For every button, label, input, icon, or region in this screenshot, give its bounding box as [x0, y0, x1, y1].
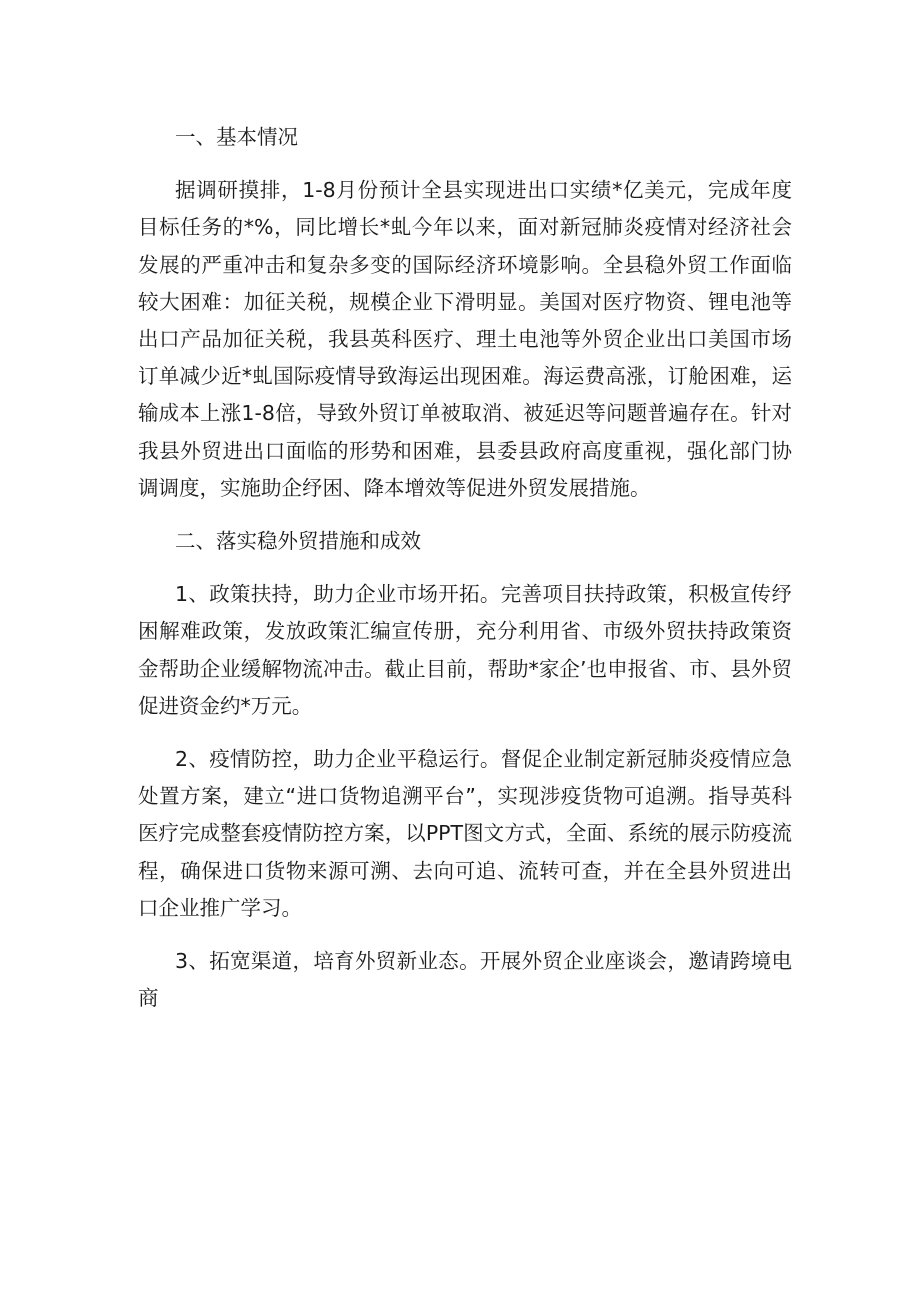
document-body	[138, 119, 792, 1033]
paragraph-epidemic-control: 2、疫情防控，助力企业平稳运行。督促企业制定新冠肺炎疫情应急处置方案，建立“进口货物追溯平台”，实现涉疫货物可追溯。指导英科医疗完成整套疫情防控方案，以PPT图文方式，全面、系统的展示防疫流程，确保进口货物来源可溯、去向可追、流转可查，并在全县外贸进出口企业推广学习。	[138, 747, 792, 920]
paragraph-expand-channels: 3、拓宽渠道，培育外贸新业态。开展外贸企业座谈会，邀请跨境电商	[138, 949, 792, 1011]
section-heading-measures-results: 二、落实稳外贸措施和成效	[175, 529, 421, 554]
section-heading-basic-situation: 一、基本情况	[175, 125, 298, 149]
paragraph-basic-situation: 据调研摸排，1-8月份预计全县实现进出口实绩*亿美元，完成年度目标任务的*%，同比增长*虬今年以来，面对新冠肺炎疫情对经济社会发展的严重冲击和复杂多变的国际经济环境影响。全县稳外贸工作面临较大困难：加征关税，规模企业下滑明显。美国对医疗物资、锂电池等出口产品加征关税，我县英科医疗、理土电池等外贸企业出口美国市场订单减少近*虬国际疫情导致海运出现困难。海运费高涨，订舱困难，运输成本上涨1-8倍，导致外贸订单被取消、被延迟等问题普遍存在。针对我县外贸进出口面临的形势和困难，县委县政府高度重视，强化部门协调调度，实施助企纾困、降本增效等促进外贸发展措施。	[138, 178, 792, 500]
paragraph-policy-support: 1、政策扶持，助力企业市场开拓。完善项目扶持政策，积极宣传纾困解难政策，发放政策汇编宣传册，充分利用省、市级外贸扶持政策资金帮助企业缓解物流冲击。截止目前，帮助*家企’也申报省、市、县外贸促进资金约*万元。	[138, 582, 792, 718]
